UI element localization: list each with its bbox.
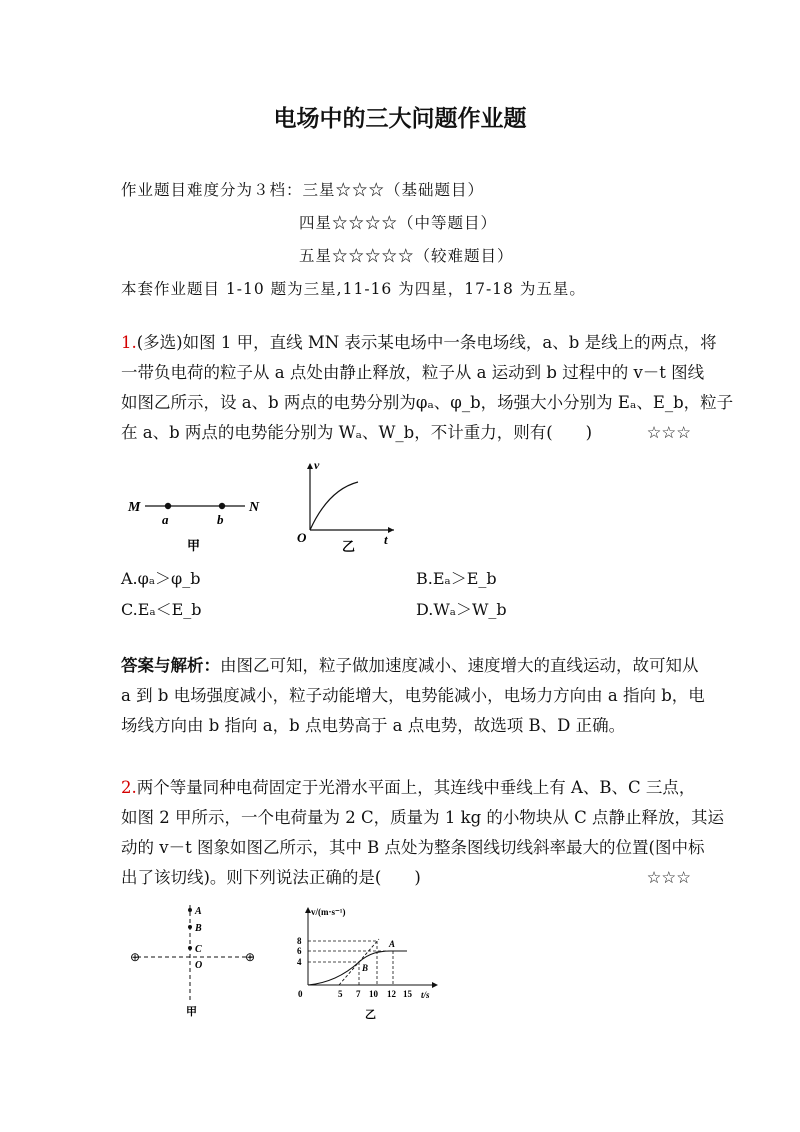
question-2-stars: ☆☆☆	[646, 868, 691, 887]
label-b: B	[195, 923, 202, 934]
question-2-number: 2.	[121, 778, 137, 797]
y-tick-6: 6	[297, 946, 302, 956]
question-2-line1: 2.两个等量同种电荷固定于光滑水平面上，其连线中垂线上有 A、B、C 三点，	[121, 778, 696, 797]
label-n: N	[249, 500, 260, 515]
answer-explanation	[121, 651, 705, 741]
y-axis-label: v/(m·s⁻¹)	[311, 907, 346, 917]
question-1-line4: 在 a、b 两点的电势能分别为 Wₐ、W_b，不计重力，则有( ) ☆☆☆	[121, 418, 691, 448]
right-charge-icon: ⊕	[245, 950, 256, 964]
difficulty-intro-line1: 作业题目难度分为３档：三星☆☆☆（基础题目）	[121, 181, 485, 199]
point-b	[188, 925, 192, 929]
point-c	[188, 946, 192, 950]
question-2-line2: 如图 2 甲所示，一个电荷量为 2 C，质量为 1 kg 的小物块从 C 点静止释放，其运	[121, 808, 725, 827]
caption-yi: 乙	[365, 1009, 376, 1021]
label-m: M	[128, 500, 141, 515]
answer-label: 答案与解析：	[121, 656, 220, 675]
point-b	[219, 503, 225, 509]
figure-1-jia	[125, 490, 275, 560]
caption-jia: 甲	[187, 538, 201, 553]
point-a	[165, 503, 171, 509]
figure-2-jia	[125, 900, 265, 1020]
question-1-line2: 一带负电荷的粒子从 a 点处由静止释放，粒子从 a 运动到 b 过程中的 v－t 图线	[121, 363, 705, 382]
option-d: D.Wₐ＞W_b	[416, 600, 507, 619]
page-title: 电场中的三大问题作业题	[273, 106, 527, 132]
figure-1-yi	[290, 458, 400, 553]
answer-line2: a 到 b 电场强度减小，粒子动能增大，电势能减小，电场力方向由 a 指向 b，电	[121, 686, 705, 705]
question-1-line3: 如图乙所示，设 a、b 两点的电势分别为φₐ、φ_b，场强大小分别为 Eₐ、E_b，粒子	[121, 393, 734, 412]
option-b: B.Eₐ＞E_b	[416, 569, 497, 588]
label-a: a	[162, 512, 169, 527]
v-t-curve	[308, 951, 407, 985]
question-1-number: 1.	[121, 333, 137, 352]
y-tick-4: 4	[297, 957, 302, 967]
figure-2-yi	[295, 903, 445, 1023]
difficulty-intro-line2: 四星☆☆☆☆（中等题目）	[299, 214, 498, 232]
label-a: A	[195, 906, 202, 917]
question-1-stars: ☆☆☆	[646, 423, 691, 442]
x-tick-10: 10	[369, 989, 378, 999]
y-tick-8: 8	[297, 936, 302, 946]
origin-label: 0	[298, 989, 303, 999]
label-v: v	[314, 458, 320, 472]
answer-line1: 答案与解析：由图乙可知，粒子做加速度减小、速度增大的直线运动，故可知从	[121, 656, 699, 675]
label-b: b	[217, 512, 224, 527]
question-1	[121, 328, 734, 448]
x-tick-7: 7	[356, 989, 361, 999]
question-2-line4: 出了该切线)。则下列说法正确的是( ) ☆☆☆	[121, 863, 691, 893]
caption-jia: 甲	[186, 1006, 197, 1018]
label-a: A	[389, 939, 396, 949]
label-c: C	[195, 944, 202, 955]
label-o: O	[297, 530, 307, 545]
point-a	[188, 908, 192, 912]
label-b: B	[362, 963, 369, 973]
v-t-curve	[310, 482, 358, 530]
left-charge-icon: ⊕	[130, 950, 141, 964]
question-2	[121, 773, 725, 893]
question-1-line1: 1.(多选)如图 1 甲，直线 MN 表示某电场中一条电场线，a、b 是线上的两点，将	[121, 333, 717, 352]
x-tick-5: 5	[338, 989, 343, 999]
label-t: t	[384, 532, 388, 547]
option-a: A.φₐ＞φ_b	[121, 569, 201, 588]
option-c: C.Eₐ＜E_b	[121, 600, 202, 619]
question-2-line3: 动的 v－t 图象如图乙所示，其中 B 点处为整条图线切线斜率最大的位置(图中标	[121, 838, 705, 857]
label-o: O	[195, 960, 203, 971]
caption-yi: 乙	[342, 539, 356, 553]
difficulty-intro-line4: 本套作业题目 1-10 题为三星,11-16 为四星，17-18 为五星。	[121, 280, 586, 298]
difficulty-intro-line3: 五星☆☆☆☆☆（较难题目）	[299, 247, 514, 265]
x-tick-15: 15	[403, 989, 412, 999]
x-axis-label: t/s	[421, 990, 430, 1000]
x-tick-12: 12	[387, 989, 396, 999]
answer-line3: 场线方向由 b 指向 a，b 点电势高于 a 点电势，故选项 B、D 正确。	[121, 716, 626, 735]
